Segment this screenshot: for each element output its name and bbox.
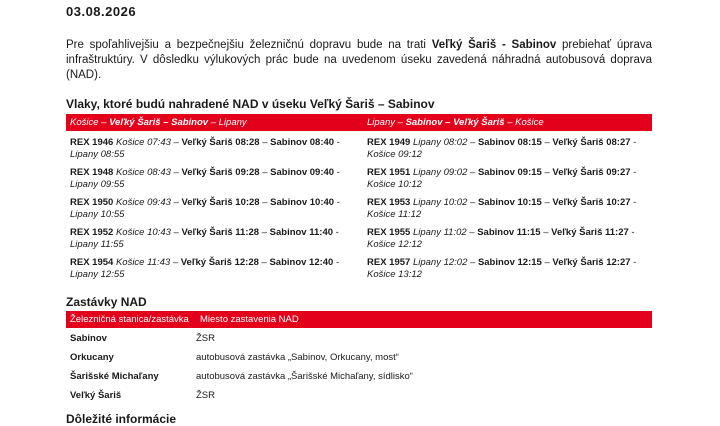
train-stop-nad-start: Sabinov 08:15 <box>477 137 542 148</box>
train-entry: REX 1952 Košice 10:43 – Veľký Šariš 11:28 – Sabinov 11:40 - Lipany 11:55 <box>70 227 339 250</box>
train-stop-origin: Košice 09:43 <box>115 197 171 208</box>
important-info-heading: Dôležité informácie <box>66 412 177 426</box>
stop-station-name: Sabinov <box>70 333 107 344</box>
stop-nad-location: ŽSR <box>196 333 215 344</box>
intro-text-post: prebiehať úprava infraštruktúry. V dôsledku výlukových prác bude na uvedenom úseku zavedená náhradná autobusová doprava (NAD). <box>66 39 652 81</box>
left-header-c: – Lipany <box>208 117 247 128</box>
train-stop-nad-end: Sabinov 09:40 <box>270 167 335 178</box>
train-stop-destination: Lipany 12:55 <box>70 269 125 280</box>
right-header-a: Lipany – <box>367 117 406 128</box>
train-number: REX 1952 <box>70 227 114 238</box>
left-direction-header <box>70 114 247 131</box>
train-stop-destination: Lipany 10:55 <box>70 209 125 220</box>
train-number: REX 1951 <box>367 167 411 178</box>
train-stop-nad-start: Veľký Šariš 11:28 <box>181 227 260 238</box>
train-entry: REX 1951 Lipany 09:02 – Sabinov 09:15 – Veľký Šariš 09:27 - Košice 10:12 <box>367 167 637 190</box>
trains-header-bar <box>66 114 652 131</box>
train-stop-nad-end: Sabinov 10:40 <box>270 197 335 208</box>
train-stop-origin: Košice 10:43 <box>115 227 171 238</box>
train-stop-nad-end: Sabinov 12:40 <box>269 257 334 268</box>
train-number: REX 1949 <box>367 137 411 148</box>
left-header-b: Veľký Šariš – Sabinov <box>109 117 209 128</box>
stops-col1-header: Železničná stanica/zastávka <box>70 314 189 325</box>
right-header-b: Sabinov – Veľký Šariš <box>405 117 505 128</box>
stop-station-name: Veľký Šariš <box>70 390 122 401</box>
train-stop-nad-start: Veľký Šariš 12:28 <box>180 257 259 268</box>
train-stop-origin: Lipany 10:02 <box>412 197 468 208</box>
stop-row <box>66 329 652 348</box>
stops-heading: Zastávky NAD <box>66 295 147 309</box>
train-stop-origin: Lipany 09:02 <box>412 167 468 178</box>
notice-date: 03.08.2026 <box>66 4 137 19</box>
train-entry: REX 1957 Lipany 12:02 – Sabinov 12:15 – Veľký Šariš 12:27 - Košice 13:12 <box>367 257 637 280</box>
train-number: REX 1957 <box>367 257 411 268</box>
train-number: REX 1955 <box>367 227 411 238</box>
intro-paragraph <box>66 38 652 83</box>
stop-station-name: Orkucany <box>70 352 114 363</box>
train-stop-nad-end: Veľký Šariš 11:27 <box>551 227 629 238</box>
train-stop-nad-end: Veľký Šariš 08:27 <box>552 137 631 148</box>
train-stop-nad-end: Veľký Šariš 09:27 <box>552 167 631 178</box>
train-stop-destination: Košice 09:12 <box>367 149 422 160</box>
trains-left-column <box>70 137 353 287</box>
train-number: REX 1954 <box>70 257 114 268</box>
train-number: REX 1950 <box>70 197 114 208</box>
train-stop-nad-end: Sabinov 08:40 <box>270 137 335 148</box>
train-number: REX 1946 <box>70 137 114 148</box>
train-stop-destination: Lipany 08:55 <box>70 149 125 160</box>
train-stop-nad-start: Sabinov 11:15 <box>477 227 541 238</box>
train-stop-nad-start: Sabinov 09:15 <box>477 167 542 178</box>
stop-nad-location: autobusová zastávka „Sabinov, Orkucany, most“ <box>196 352 399 363</box>
stop-row <box>66 348 652 367</box>
train-stop-nad-start: Veľký Šariš 09:28 <box>181 167 260 178</box>
train-stop-nad-end: Veľký Šariš 12:27 <box>552 257 631 268</box>
train-stop-nad-end: Veľký Šariš 10:27 <box>552 197 631 208</box>
train-stop-nad-start: Veľký Šariš 08:28 <box>181 137 260 148</box>
train-stop-destination: Lipany 11:55 <box>70 239 124 250</box>
train-entry: REX 1953 Lipany 10:02 – Sabinov 10:15 – Veľký Šariš 10:27 - Košice 11:12 <box>367 197 637 220</box>
train-number: REX 1953 <box>367 197 411 208</box>
train-entry: REX 1954 Košice 11:43 – Veľký Šariš 12:28 – Sabinov 12:40 - Lipany 12:55 <box>70 257 340 280</box>
trains-right-column <box>367 137 650 287</box>
train-stop-destination: Košice 12:12 <box>367 239 422 250</box>
train-stop-nad-start: Veľký Šariš 10:28 <box>181 197 260 208</box>
stop-row <box>66 367 652 386</box>
train-stop-origin: Košice 08:43 <box>115 167 171 178</box>
stop-row <box>66 386 652 405</box>
train-number: REX 1948 <box>70 167 114 178</box>
stops-header-bar <box>66 311 652 328</box>
train-stop-destination: Košice 11:12 <box>367 209 422 220</box>
right-header-c: – Košice <box>504 117 544 128</box>
train-stop-nad-start: Sabinov 12:15 <box>477 257 542 268</box>
train-entry: REX 1946 Košice 07:43 – Veľký Šariš 08:28 – Sabinov 08:40 - Lipany 08:55 <box>70 137 340 160</box>
stop-station-name: Šarišské Michaľany <box>70 371 159 382</box>
train-stop-origin: Košice 07:43 <box>115 137 171 148</box>
train-stop-origin: Lipany 12:02 <box>412 257 468 268</box>
stops-col2-header: Miesto zastavenia NAD <box>200 314 299 325</box>
train-entry: REX 1955 Lipany 11:02 – Sabinov 11:15 – Veľký Šariš 11:27 - Košice 12:12 <box>367 227 635 250</box>
trains-heading: Vlaky, ktoré budú nahradené NAD v úseku Veľký Šariš – Sabinov <box>66 97 435 111</box>
train-stop-origin: Lipany 08:02 <box>412 137 468 148</box>
intro-text-pre: Pre spoľahlivejšiu a bezpečnejšiu železničnú dopravu bude na trati <box>66 39 432 51</box>
train-stop-nad-end: Sabinov 11:40 <box>269 227 334 238</box>
train-entry: REX 1948 Košice 08:43 – Veľký Šariš 09:28 – Sabinov 09:40 - Lipany 09:55 <box>70 167 340 190</box>
train-stop-destination: Lipany 09:55 <box>70 179 125 190</box>
train-entry: REX 1950 Košice 09:43 – Veľký Šariš 10:28 – Sabinov 10:40 - Lipany 10:55 <box>70 197 340 220</box>
train-stop-origin: Lipany 11:02 <box>412 227 467 238</box>
stops-table <box>66 329 652 405</box>
right-direction-header <box>367 114 544 131</box>
intro-route: Veľký Šariš - Sabinov <box>431 39 557 51</box>
stop-nad-location: ŽSR <box>196 390 215 401</box>
train-stop-destination: Košice 13:12 <box>367 269 422 280</box>
train-stop-origin: Košice 11:43 <box>115 257 171 268</box>
train-entry: REX 1949 Lipany 08:02 – Sabinov 08:15 – Veľký Šariš 08:27 - Košice 09:12 <box>367 137 637 160</box>
left-header-a: Košice – <box>70 117 110 128</box>
stop-nad-location: autobusová zastávka „Šarišské Michaľany, sídlisko“ <box>196 371 413 382</box>
train-stop-nad-start: Sabinov 10:15 <box>477 197 542 208</box>
train-stop-destination: Košice 10:12 <box>367 179 422 190</box>
